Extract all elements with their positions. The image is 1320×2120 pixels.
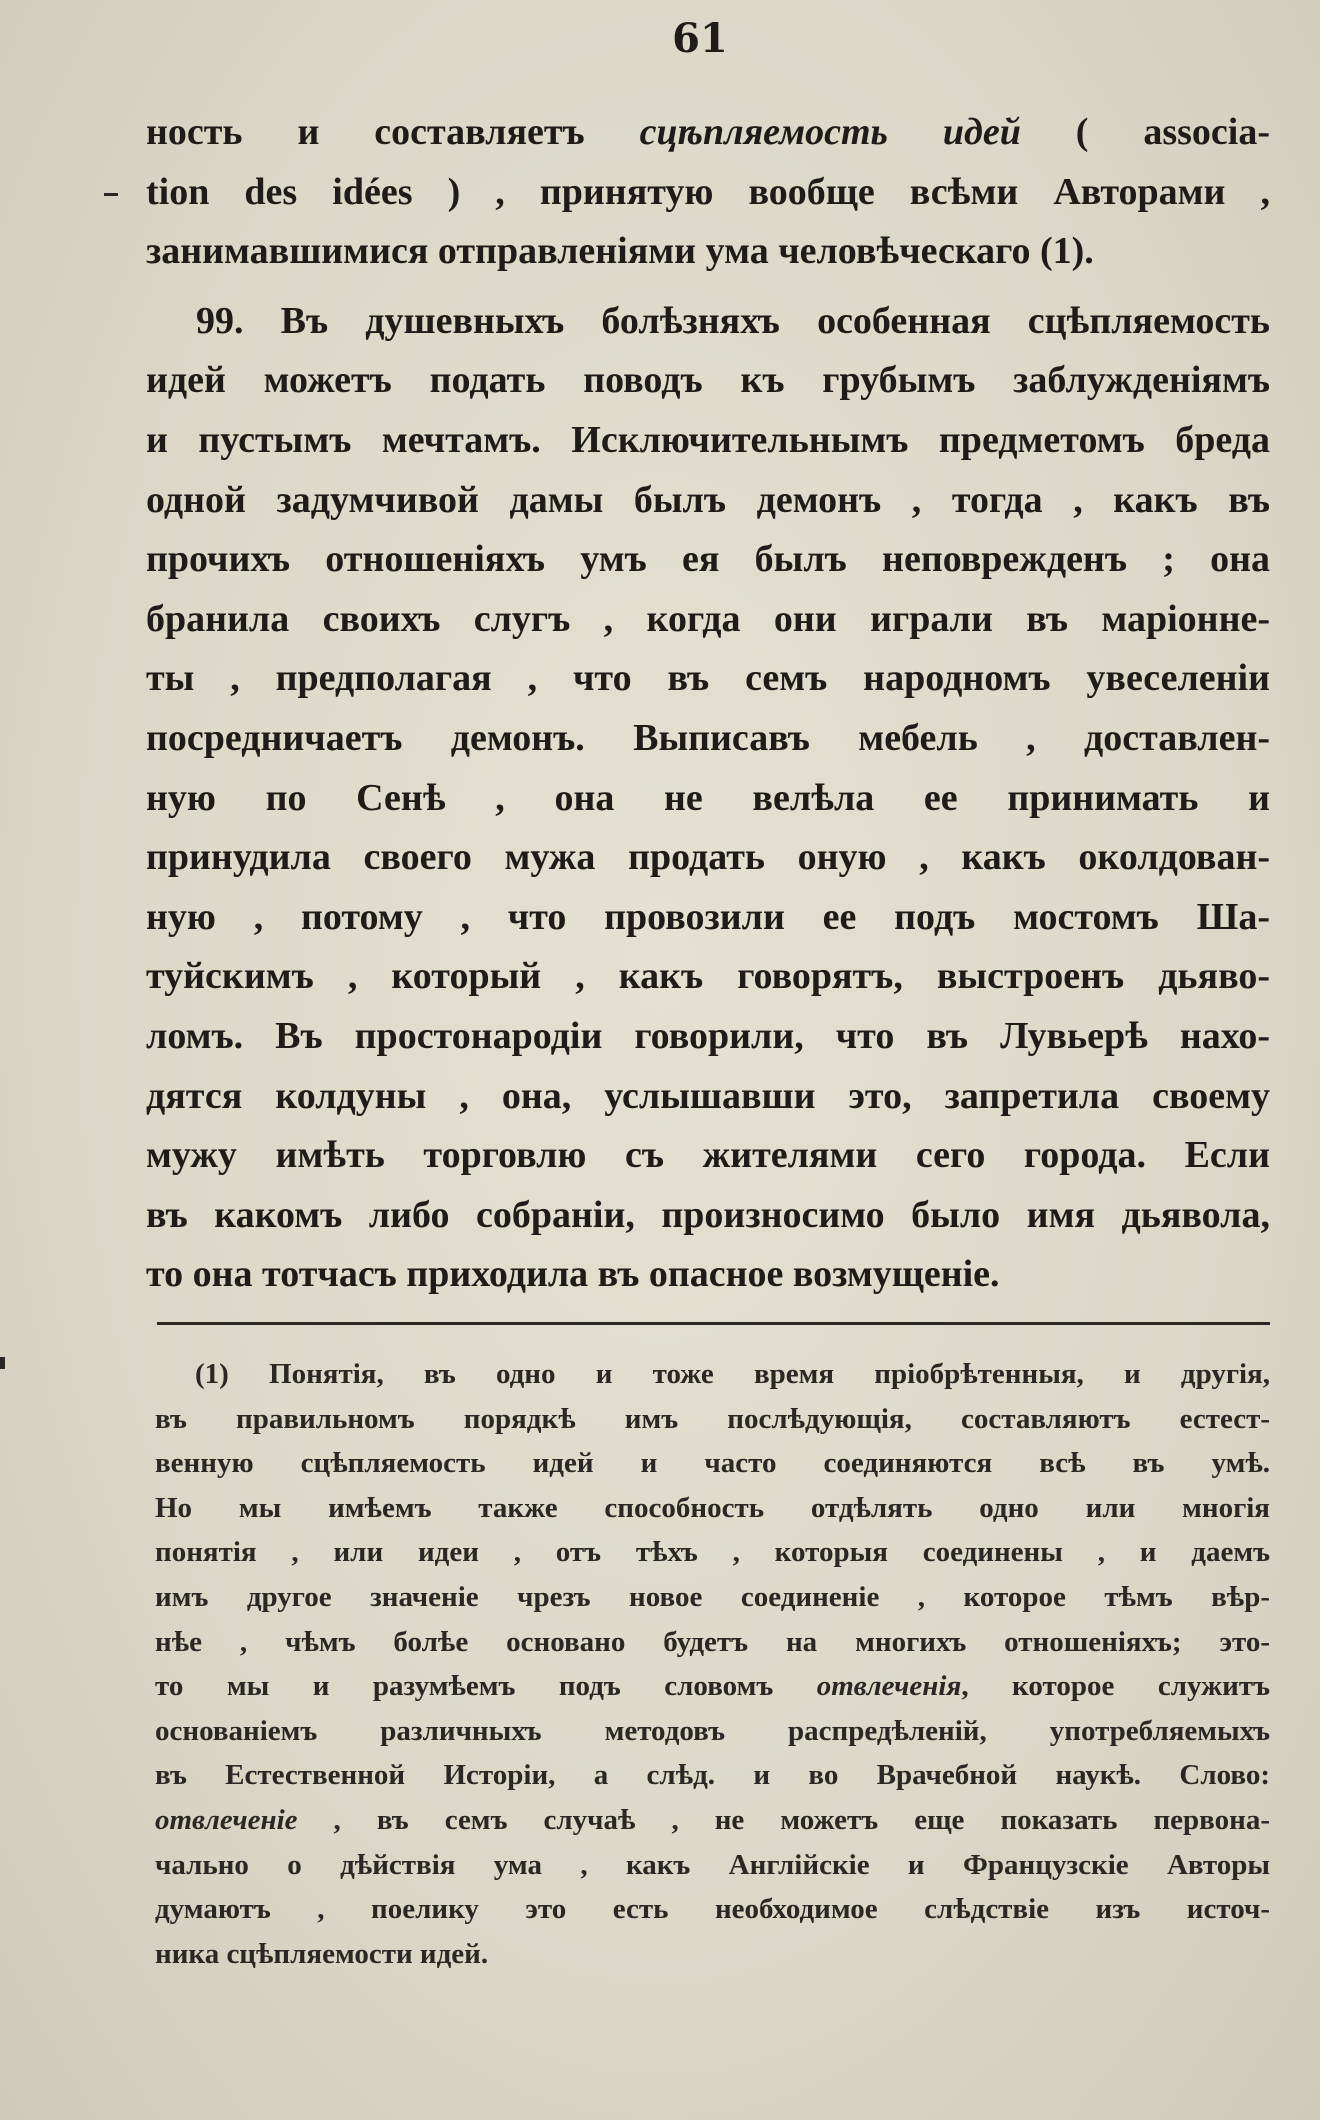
emphasis-term: отвлеченіе xyxy=(155,1803,298,1836)
main-text xyxy=(146,103,1270,1305)
body-line: бранила своихъ слугъ , когда они играли въ маріонне- xyxy=(146,597,1270,640)
body-line: идей можетъ подать поводъ къ грубымъ заблужденіямъ xyxy=(146,359,1270,402)
footnote-line: въ правильномъ порядкѣ имъ послѣдующія, составляютъ естест- xyxy=(155,1402,1270,1435)
body-line: и пустымъ мечтамъ. Исключительнымъ предметомъ бреда xyxy=(146,418,1270,461)
body-line: ломъ. Въ простонародіи говорили, что въ Лувьерѣ нахо- xyxy=(146,1014,1270,1057)
body-line: одной задумчивой дамы былъ демонъ , тогда , какъ въ xyxy=(146,478,1270,521)
emphasis-term: отвлеченія xyxy=(816,1670,962,1703)
body-line: ную по Сенѣ , она не велѣла ее принимать и xyxy=(146,776,1270,819)
body-line: принудила своего мужа продать оную , какъ околдован- xyxy=(146,836,1270,879)
footnote-line: въ Естественной Исторіи, а слѣд. и во Врачебной наукѣ. Слово: xyxy=(155,1759,1270,1792)
footnote-line: имъ другое значеніе чрезъ новое соединеніе , которое тѣмъ вѣр- xyxy=(155,1580,1270,1613)
footnote-line: то мы и разумѣемъ подъ словомъ отвлеченія, которое служитъ xyxy=(155,1670,1270,1703)
body-line: прочихъ отношеніяхъ умъ ея былъ неповрежденъ ; она xyxy=(146,538,1270,581)
body-line: мужу имѣть торговлю съ жителями сего города. Если xyxy=(146,1134,1270,1177)
emphasis-term: сцѣпляемость идей xyxy=(639,111,1021,153)
body-line: занимавшимися отправленіями ума человѣческаго (1). xyxy=(146,230,1094,273)
footnote-divider xyxy=(157,1322,1270,1325)
body-line: ты , предполагая , что въ семъ народномъ увеселеніи xyxy=(146,657,1270,700)
body-line: tion des idées ) , принятую вообще всѣми Авторами , xyxy=(146,170,1270,213)
footnote-line: венную сцѣпляемость идей и часто соединяются всѣ въ умѣ. xyxy=(155,1447,1270,1480)
footnote-line: думаютъ , поелику это есть необходимое слѣдствіе изъ источ- xyxy=(155,1893,1270,1926)
body-line: туйскимъ , который , какъ говорятъ, выстроенъ дьяво- xyxy=(146,955,1270,998)
margin-dash-mark xyxy=(104,193,118,196)
body-line: ность и составляетъ сцѣпляемость идей ( associa- xyxy=(146,111,1270,153)
footnote-line: (1) Понятія, въ одно и тоже время пріобрѣтенныя, и другія, xyxy=(195,1358,1270,1390)
footnote-line: понятія , или идеи , отъ тѣхъ , которыя соединены , и даемъ xyxy=(155,1536,1270,1569)
footnote-line: ника сцѣпляемости идей. xyxy=(155,1937,489,1970)
footnote-line: Но мы имѣемъ также способность отдѣлять одно или многія xyxy=(155,1491,1270,1524)
body-line: то она тотчасъ приходила въ опасное возмущеніе. xyxy=(146,1253,1000,1296)
footnote-line: чально о дѣйствія ума , какъ Англійскіе и Французскіе Авторы xyxy=(155,1848,1270,1881)
paragraph-99-start: 99. Въ душевныхъ болѣзняхъ особенная сцѣпляемость xyxy=(196,299,1270,342)
footnote-line: отвлеченіе , въ семъ случаѣ , не можетъ еще показать первона- xyxy=(155,1803,1270,1836)
footnote-line: основаніемъ различныхъ методовъ распредѣленій, употребляемыхъ xyxy=(155,1714,1270,1747)
page-number: 61 xyxy=(672,15,728,62)
footnote xyxy=(155,1352,1270,1976)
body-line: ную , потому , что провозили ее подъ мостомъ Ша- xyxy=(146,895,1270,938)
body-line: въ какомъ либо собраніи, произносимо было имя дьявола, xyxy=(146,1193,1270,1236)
margin-mark xyxy=(0,1357,5,1369)
body-line: дятся колдуны , она, услышавши это, запретила своему xyxy=(146,1074,1270,1117)
body-line: посредничаетъ демонъ. Выписавъ мебель , доставлен- xyxy=(146,716,1270,759)
footnote-line: нѣе , чѣмъ болѣе основано будетъ на многихъ отношеніяхъ; это- xyxy=(155,1625,1270,1658)
